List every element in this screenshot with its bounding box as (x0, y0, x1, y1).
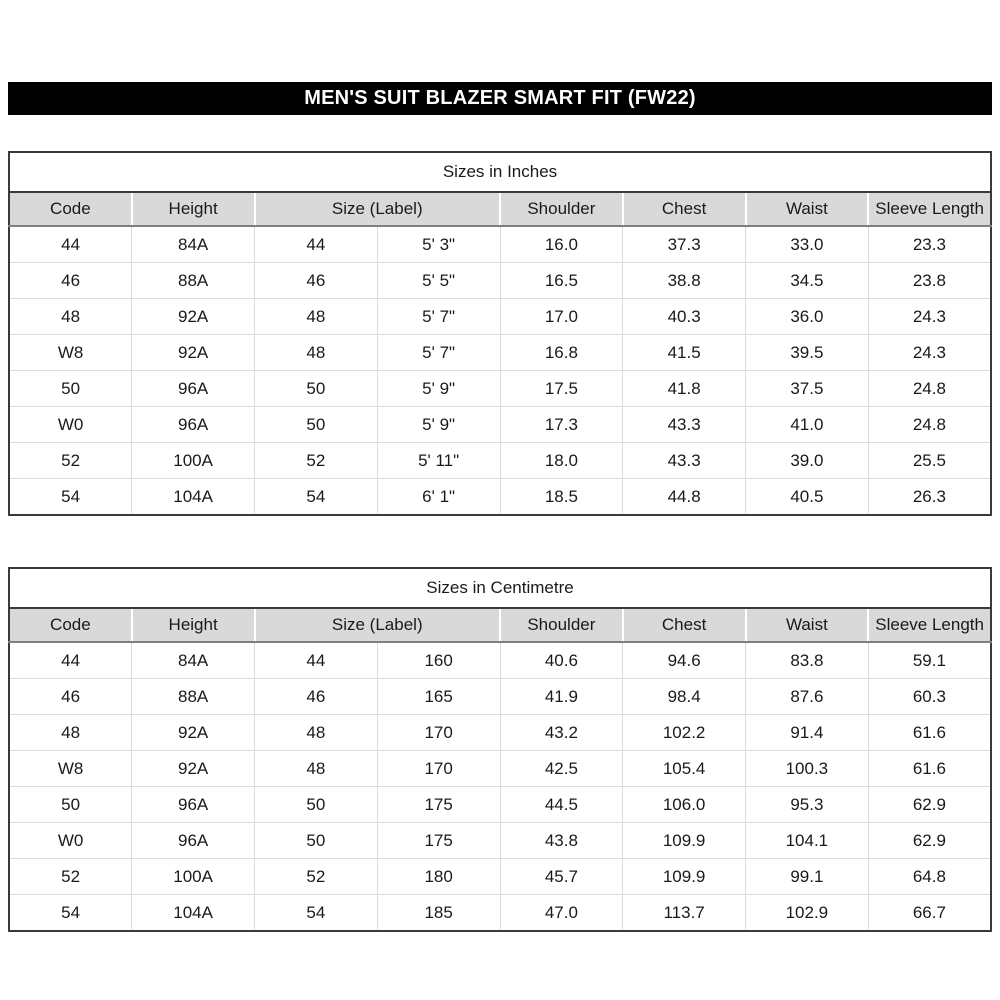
table-cell: W0 (9, 823, 132, 859)
table-cell: 88A (132, 679, 255, 715)
table-cell: 6' 1" (377, 479, 500, 516)
table-cell: 84A (132, 642, 255, 679)
table-cell: 60.3 (868, 679, 991, 715)
table-cell: 48 (255, 299, 378, 335)
size-table-centimetre (8, 567, 992, 932)
table-cell: 66.7 (868, 895, 991, 932)
table-cell: 175 (377, 787, 500, 823)
table-cell: 170 (377, 751, 500, 787)
table-caption: Sizes in Inches (9, 152, 991, 192)
table-cell: 61.6 (868, 751, 991, 787)
table-cell: 48 (255, 335, 378, 371)
table-cell: 5' 3" (377, 226, 500, 263)
table-cell: 16.0 (500, 226, 623, 263)
column-header-code: Code (9, 608, 132, 642)
table-cell: 40.5 (746, 479, 869, 516)
table-cell: 26.3 (868, 479, 991, 516)
table-cell: 46 (9, 263, 132, 299)
table-cell: 44 (9, 642, 132, 679)
table-row (9, 263, 991, 299)
table-cell: 48 (9, 299, 132, 335)
table-cell: 54 (255, 895, 378, 932)
table-cell: 52 (9, 443, 132, 479)
table-row (9, 335, 991, 371)
table-cell: 54 (9, 895, 132, 932)
table-cell: 46 (255, 679, 378, 715)
table-cell: 113.7 (623, 895, 746, 932)
column-header-height: Height (132, 608, 255, 642)
table-cell: 59.1 (868, 642, 991, 679)
table-cell: 52 (255, 859, 378, 895)
table-cell: 37.3 (623, 226, 746, 263)
column-header-sleeve-length: Sleeve Length (868, 192, 991, 226)
table-cell: 46 (255, 263, 378, 299)
table-row (9, 299, 991, 335)
table-cell: 17.3 (500, 407, 623, 443)
table-row (9, 479, 991, 516)
table-cell: 100.3 (746, 751, 869, 787)
table-row (9, 371, 991, 407)
table-cell: 54 (9, 479, 132, 516)
table-row (9, 679, 991, 715)
column-header-shoulder: Shoulder (500, 192, 623, 226)
table-cell: 165 (377, 679, 500, 715)
table-cell: 104A (132, 479, 255, 516)
table-cell: 50 (255, 823, 378, 859)
table-cell: 99.1 (746, 859, 869, 895)
table-cell: 43.3 (623, 407, 746, 443)
page-title: MEN'S SUIT BLAZER SMART FIT (FW22) (304, 87, 696, 109)
column-header-size-label: Size (Label) (255, 192, 501, 226)
table-cell: 47.0 (500, 895, 623, 932)
table-cell: 170 (377, 715, 500, 751)
table-cell: 96A (132, 823, 255, 859)
table-cell: 17.5 (500, 371, 623, 407)
table-cell: 95.3 (746, 787, 869, 823)
table-cell: 36.0 (746, 299, 869, 335)
table-cell: 39.5 (746, 335, 869, 371)
table-row (9, 715, 991, 751)
table-cell: 42.5 (500, 751, 623, 787)
table-cell: 96A (132, 407, 255, 443)
table-cell: 24.3 (868, 299, 991, 335)
table-cell: 52 (255, 443, 378, 479)
column-header-chest: Chest (623, 608, 746, 642)
table-cell: 50 (255, 407, 378, 443)
table-cell: 16.8 (500, 335, 623, 371)
table-cell: 88A (132, 263, 255, 299)
header-row (9, 608, 991, 642)
column-header-shoulder: Shoulder (500, 608, 623, 642)
table-cell: 62.9 (868, 823, 991, 859)
table-cell: 44 (9, 226, 132, 263)
table-row (9, 859, 991, 895)
table-cell: 84A (132, 226, 255, 263)
table-cell: 100A (132, 859, 255, 895)
table-cell: 104.1 (746, 823, 869, 859)
table-cell: 37.5 (746, 371, 869, 407)
table-cell: 109.9 (623, 859, 746, 895)
title-banner (8, 82, 992, 115)
table-row (9, 443, 991, 479)
table-cell: 54 (255, 479, 378, 516)
table-cell: 109.9 (623, 823, 746, 859)
table-cell: 104A (132, 895, 255, 932)
table-cell: 48 (255, 715, 378, 751)
table-cell: 100A (132, 443, 255, 479)
table-cell: 43.3 (623, 443, 746, 479)
header-row (9, 192, 991, 226)
table-cell: 34.5 (746, 263, 869, 299)
table-cell: 40.3 (623, 299, 746, 335)
table-cell: 25.5 (868, 443, 991, 479)
table-cell: 40.6 (500, 642, 623, 679)
table-cell: 16.5 (500, 263, 623, 299)
table-cell: 94.6 (623, 642, 746, 679)
table-cell: 41.5 (623, 335, 746, 371)
table-cell: 24.8 (868, 407, 991, 443)
table-cell: 105.4 (623, 751, 746, 787)
table-cell: 5' 11" (377, 443, 500, 479)
table-row (9, 787, 991, 823)
table-cell: 92A (132, 715, 255, 751)
table-cell: 44 (255, 226, 378, 263)
table-cell: W8 (9, 335, 132, 371)
table-caption-row (9, 568, 991, 608)
table-row (9, 226, 991, 263)
table-cell: 44.8 (623, 479, 746, 516)
table-cell: W0 (9, 407, 132, 443)
table-cell: 102.2 (623, 715, 746, 751)
table-cell: 46 (9, 679, 132, 715)
table-cell: 83.8 (746, 642, 869, 679)
table-cell: 160 (377, 642, 500, 679)
table-cell: 48 (9, 715, 132, 751)
table-cell: 62.9 (868, 787, 991, 823)
table-cell: 41.9 (500, 679, 623, 715)
table-cell: 44 (255, 642, 378, 679)
table-caption: Sizes in Centimetre (9, 568, 991, 608)
table-cell: 5' 5" (377, 263, 500, 299)
column-header-size-label: Size (Label) (255, 608, 501, 642)
table-cell: 5' 7" (377, 299, 500, 335)
size-table-inches (8, 151, 992, 516)
table-cell: 24.3 (868, 335, 991, 371)
table-cell: 102.9 (746, 895, 869, 932)
table-cell: 43.2 (500, 715, 623, 751)
table-caption-row (9, 152, 991, 192)
column-header-sleeve-length: Sleeve Length (868, 608, 991, 642)
table-cell: 18.0 (500, 443, 623, 479)
table-cell: 87.6 (746, 679, 869, 715)
table-cell: 23.8 (868, 263, 991, 299)
table-cell: 92A (132, 299, 255, 335)
table-cell: 45.7 (500, 859, 623, 895)
column-header-waist: Waist (746, 192, 869, 226)
table-cell: 50 (255, 787, 378, 823)
table-row (9, 895, 991, 932)
table-cell: 96A (132, 371, 255, 407)
table-cell: 180 (377, 859, 500, 895)
table-row (9, 751, 991, 787)
table-cell: 24.8 (868, 371, 991, 407)
table-cell: 39.0 (746, 443, 869, 479)
table-cell: W8 (9, 751, 132, 787)
table-cell: 50 (255, 371, 378, 407)
table-cell: 43.8 (500, 823, 623, 859)
table-cell: 33.0 (746, 226, 869, 263)
table-cell: 98.4 (623, 679, 746, 715)
table-cell: 175 (377, 823, 500, 859)
table-cell: 23.3 (868, 226, 991, 263)
table-cell: 5' 9" (377, 371, 500, 407)
table-cell: 38.8 (623, 263, 746, 299)
table-row (9, 642, 991, 679)
table-cell: 50 (9, 371, 132, 407)
table-cell: 52 (9, 859, 132, 895)
table-cell: 41.8 (623, 371, 746, 407)
column-header-chest: Chest (623, 192, 746, 226)
table-cell: 5' 9" (377, 407, 500, 443)
table-cell: 41.0 (746, 407, 869, 443)
table-cell: 44.5 (500, 787, 623, 823)
table-cell: 48 (255, 751, 378, 787)
table-cell: 18.5 (500, 479, 623, 516)
table-cell: 91.4 (746, 715, 869, 751)
table-cell: 96A (132, 787, 255, 823)
column-header-waist: Waist (746, 608, 869, 642)
table-cell: 92A (132, 751, 255, 787)
table-cell: 17.0 (500, 299, 623, 335)
table-row (9, 823, 991, 859)
table-cell: 92A (132, 335, 255, 371)
table-cell: 106.0 (623, 787, 746, 823)
column-header-height: Height (132, 192, 255, 226)
table-cell: 5' 7" (377, 335, 500, 371)
column-header-code: Code (9, 192, 132, 226)
table-cell: 185 (377, 895, 500, 932)
table-cell: 64.8 (868, 859, 991, 895)
table-cell: 61.6 (868, 715, 991, 751)
table-cell: 50 (9, 787, 132, 823)
table-row (9, 407, 991, 443)
